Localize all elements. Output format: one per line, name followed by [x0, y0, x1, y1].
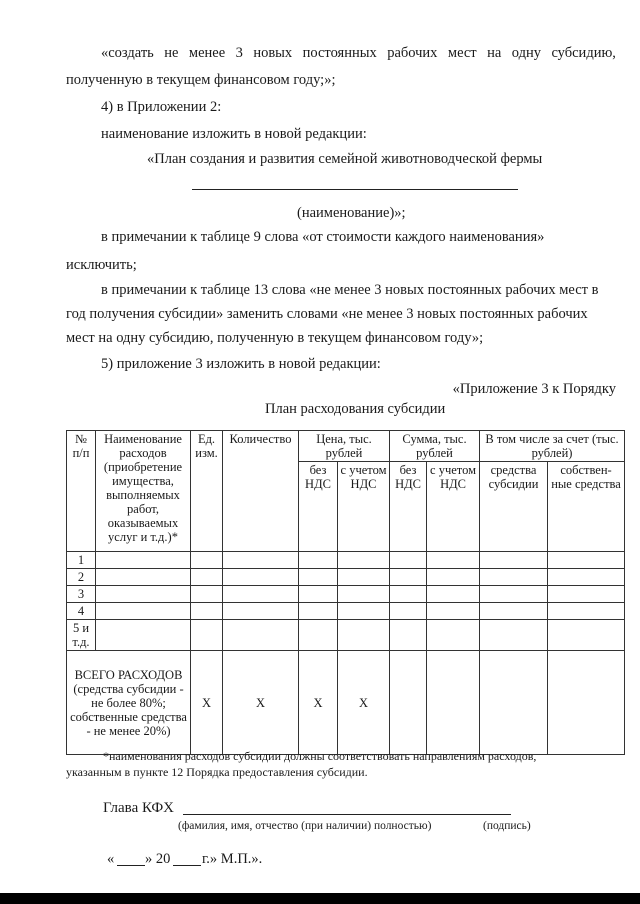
date-suffix: г.» М.П.». [202, 851, 263, 867]
row-number: 2 [67, 569, 96, 586]
header-price: Цена, тыс. рублей [299, 431, 390, 462]
footnote-line-1-text: *наименования расходов субсидии должны соответствовать направлениям расходов, [103, 749, 537, 763]
table-header-row-1 [67, 431, 625, 462]
word: новых [253, 45, 293, 61]
header-sum-with-vat: с учетом НДС [427, 462, 480, 552]
date-year-blank [173, 865, 201, 866]
header-num: № п/п [67, 431, 96, 552]
footnote-line-2: указанным в пункте 12 Порядка предоставления субсидии. [66, 765, 368, 779]
header-incl: В том числе за счет (тыс. рублей) [480, 431, 625, 462]
word: «создать [101, 45, 154, 61]
word: не [164, 45, 179, 61]
paragraph-5: (наименование)»; [297, 205, 406, 221]
paragraph-7-line-3: мест на одну субсидию, полученную в текущем финансовом году»; [66, 330, 484, 346]
header-qty: Количество [223, 431, 299, 552]
date-day-blank [117, 865, 145, 866]
header-price-no-vat: без НДС [299, 462, 338, 552]
paragraph-6-line-2: исключить; [66, 257, 137, 273]
total-price-with-vat: X [338, 651, 390, 755]
table-row [67, 569, 625, 586]
header-name: Наименование расходов (приобретение имущества, выполняемых работ, оказываемых услуг и т.д.)* [96, 431, 191, 552]
appendix-reference: «Приложение 3 к Порядку [452, 381, 616, 397]
fio-caption: (фамилия, имя, отчество (при наличии) полностью) [178, 820, 432, 832]
header-own-funds: собствен-ные средства [548, 462, 625, 552]
row-number: 4 [67, 603, 96, 620]
header-subsidy-funds: средства субсидии [480, 462, 548, 552]
paragraph-1-line-2: полученную в текущем финансовом году;»; [66, 72, 336, 88]
table-row [67, 586, 625, 603]
sign-caption: (подпись) [483, 820, 531, 832]
word: мест [447, 45, 477, 61]
header-sum-no-vat: без НДС [390, 462, 427, 552]
table-row [67, 620, 625, 651]
table-title: План расходования субсидии [265, 401, 446, 417]
date-year-prefix: » 20 [145, 851, 171, 867]
word: менее [188, 45, 226, 61]
table-total-row [67, 651, 625, 755]
header-unit: Ед. изм. [191, 431, 223, 552]
total-qty: X [223, 651, 299, 755]
signature-line [183, 814, 511, 815]
word: постоянных [302, 45, 377, 61]
paragraph-3: наименование изложить в новой редакции: [101, 126, 367, 142]
footnote-line-1 [103, 749, 623, 764]
scan-bottom-edge [0, 893, 640, 904]
word: на [487, 45, 502, 61]
table-row [67, 552, 625, 569]
signature-label: Глава КФХ [103, 800, 175, 816]
expenditure-plan-table [66, 430, 625, 755]
paragraph-7-line-2: год получения субсидии» заменить словами «не менее 3 новых постоянных рабочих [66, 306, 588, 322]
row-number: 3 [67, 586, 96, 603]
name-underline [192, 189, 518, 190]
paragraph-1-line-1 [101, 44, 616, 62]
table-row [67, 603, 625, 620]
date-open-quote: « [107, 851, 115, 867]
total-price-no-vat: X [299, 651, 338, 755]
word: 3 [235, 45, 243, 61]
paragraph-4: «План создания и развития семейной животноводческой фермы [147, 151, 543, 167]
total-unit: X [191, 651, 223, 755]
row-number: 1 [67, 552, 96, 569]
row-number: 5 и т.д. [67, 620, 96, 651]
word: одну [511, 45, 541, 61]
paragraph-8: 5) приложение 3 изложить в новой редакции: [101, 356, 381, 372]
word: субсидию, [551, 45, 616, 61]
header-price-with-vat: с учетом НДС [338, 462, 390, 552]
paragraph-6-line-1: в примечании к таблице 9 слова «от стоимости каждого наименования» [101, 229, 545, 245]
word: рабочих [387, 45, 438, 61]
header-sum: Сумма, тыс. рублей [390, 431, 480, 462]
paragraph-7-line-1: в примечании к таблице 13 слова «не менее 3 новых постоянных рабочих мест в [101, 282, 599, 298]
paragraph-2: 4) в Приложении 2: [101, 99, 222, 115]
total-label: ВСЕГО РАСХОДОВ (средства субсидии - не более 80%; собственные средства - не менее 20%) [67, 651, 191, 755]
